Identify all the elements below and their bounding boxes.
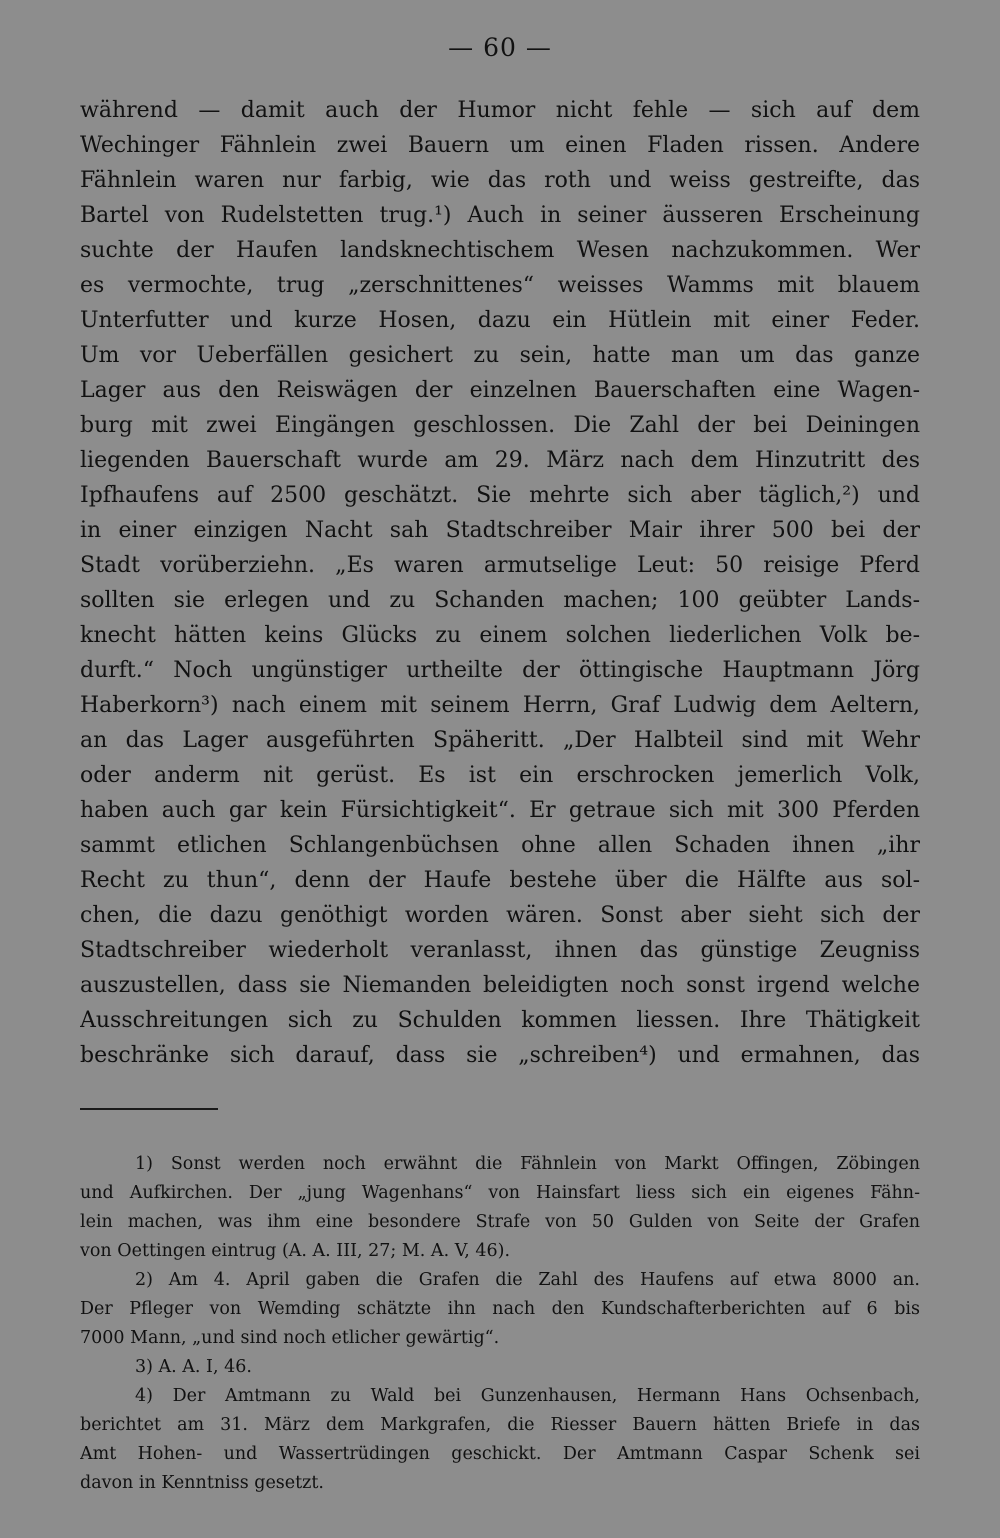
body-line: sollten sie erlegen und zu Schanden machen; 100 geübter Lands- xyxy=(80,588,920,613)
footnote-line: Amt Hohen- und Wassertrüdingen geschickt. Der Amtmann Caspar Schenk sei xyxy=(80,1444,920,1464)
footnote-divider xyxy=(80,1108,218,1110)
footnotes xyxy=(80,1150,920,1498)
body-line: Lager aus den Reiswägen der einzelnen Bauerschaften eine Wagen- xyxy=(80,378,920,403)
footnote-line: 3) A. A. I, 46. xyxy=(135,1357,252,1377)
body-line: Bartel von Rudelstetten trug.¹) Auch in seiner äusseren Erscheinung xyxy=(80,203,920,228)
body-line: haben auch gar kein Fürsichtigkeit“. Er getraue sich mit 300 Pferden xyxy=(80,798,920,823)
body-line: Ipfhaufens auf 2500 geschätzt. Sie mehrte sich aber täglich,²) und xyxy=(80,483,920,508)
body-line: während — damit auch der Humor nicht fehle — sich auf dem xyxy=(80,98,920,123)
body-line: Um vor Ueberfällen gesichert zu sein, hatte man um das ganze xyxy=(80,343,920,368)
footnote-line: davon in Kenntniss gesetzt. xyxy=(80,1473,324,1493)
body-line: knecht hätten keins Glücks zu einem solchen liederlichen Volk be- xyxy=(80,623,920,648)
page-number: — 60 — xyxy=(448,33,552,62)
body-line: an das Lager ausgeführten Späheritt. „Der Halbteil sind mit Wehr xyxy=(80,728,920,753)
footnote-line: von Oettingen eintrug (A. A. III, 27; M. A. V, 46). xyxy=(80,1241,511,1261)
body-line: Stadtschreiber wiederholt veranlasst, ihnen das günstige Zeugniss xyxy=(80,938,920,963)
footnote-line: und Aufkirchen. Der „jung Wagenhans“ von Hainsfart liess sich ein eigenes Fähn- xyxy=(80,1183,920,1203)
body-line: Ausschreitungen sich zu Schulden kommen liessen. Ihre Thätigkeit xyxy=(80,1008,920,1033)
body-line: chen, die dazu genöthigt worden wären. Sonst aber sieht sich der xyxy=(80,903,920,928)
footnote-line: lein machen, was ihm eine besondere Strafe von 50 Gulden von Seite der Grafen xyxy=(80,1212,920,1232)
body-line: in einer einzigen Nacht sah Stadtschreiber Mair ihrer 500 bei der xyxy=(80,518,920,543)
footnote-line: Der Pfleger von Wemding schätzte ihn nach den Kundschafterberichten auf 6 bis xyxy=(80,1299,920,1319)
body-line: Stadt vorüberziehn. „Es waren armutselige Leut: 50 reisige Pferd xyxy=(80,553,920,578)
body-line: oder anderm nit gerüst. Es ist ein erschrocken jemerlich Volk, xyxy=(80,763,920,788)
body-line: Recht zu thun“, denn der Haufe bestehe über die Hälfte aus sol- xyxy=(80,868,920,893)
body-line: Fähnlein waren nur farbig, wie das roth und weiss gestreifte, das xyxy=(80,168,920,193)
body-line: durft.“ Noch ungünstiger urtheilte der öttingische Hauptmann Jörg xyxy=(80,658,920,683)
body-line: sammt etlichen Schlangenbüchsen ohne allen Schaden ihnen „ihr xyxy=(80,833,920,858)
body-line: auszustellen, dass sie Niemanden beleidigten noch sonst irgend welche xyxy=(80,973,920,998)
footnote-line: 7000 Mann, „und sind noch etlicher gewärtig“. xyxy=(80,1328,500,1348)
footnote-line: 2) Am 4. April gaben die Grafen die Zahl des Haufens auf etwa 8000 an. xyxy=(135,1270,920,1290)
body-line: suchte der Haufen landsknechtischem Wesen nachzukommen. Wer xyxy=(80,238,920,263)
body-text xyxy=(80,93,920,1073)
footnote-line: 4) Der Amtmann zu Wald bei Gunzenhausen, Hermann Hans Ochsenbach, xyxy=(135,1386,920,1406)
body-line: liegenden Bauerschaft wurde am 29. März nach dem Hinzutritt des xyxy=(80,448,920,473)
body-line: burg mit zwei Eingängen geschlossen. Die Zahl der bei Deiningen xyxy=(80,413,920,438)
body-line: es vermochte, trug „zerschnittenes“ weisses Wamms mit blauem xyxy=(80,273,920,298)
footnote-line: 1) Sonst werden noch erwähnt die Fähnlein von Markt Offingen, Zöbingen xyxy=(135,1154,920,1174)
body-line: Unterfutter und kurze Hosen, dazu ein Hütlein mit einer Feder. xyxy=(80,308,920,333)
body-line: Wechinger Fähnlein zwei Bauern um einen Fladen rissen. Andere xyxy=(80,133,920,158)
footnote-line: berichtet am 31. März dem Markgrafen, die Riesser Bauern hätten Briefe in das xyxy=(80,1415,920,1435)
body-line: beschränke sich darauf, dass sie „schreiben⁴) und ermahnen, das xyxy=(80,1043,920,1068)
body-line: Haberkorn³) nach einem mit seinem Herrn, Graf Ludwig dem Aeltern, xyxy=(80,693,920,718)
